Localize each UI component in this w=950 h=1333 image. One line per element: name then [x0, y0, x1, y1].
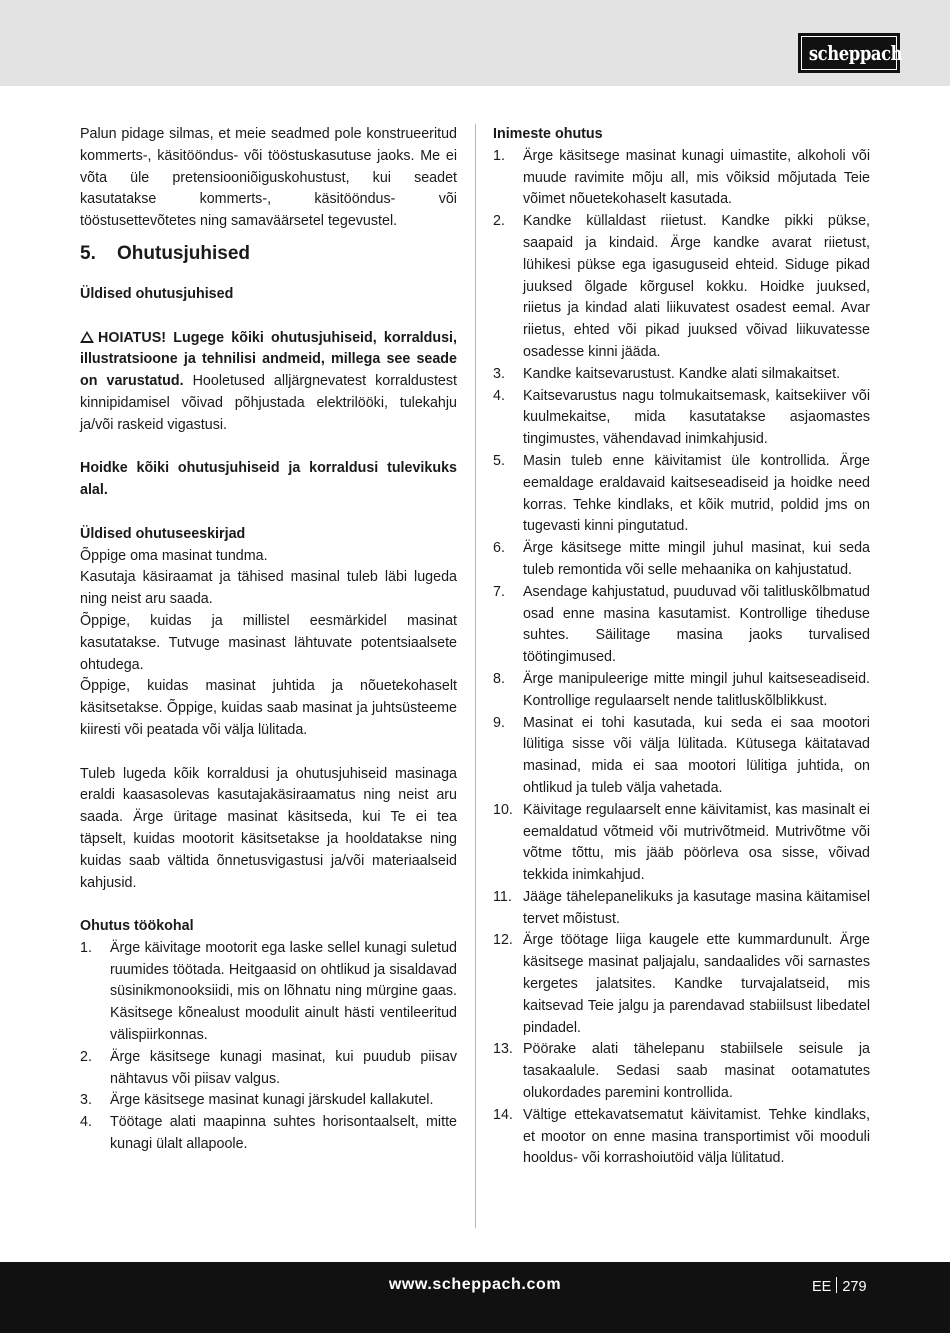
item-number: 2.: [80, 1048, 92, 1065]
item-text: Kandke kaitsevarustust. Kandke alati silmakaitset.: [523, 365, 841, 382]
item-number: 11.: [493, 888, 512, 905]
logo-text: scheppach: [808, 41, 903, 65]
item-text: Ärge töötage liiga kaugele ette kummardunult. Ärge käsitsege masinat paljajalu, sandaalides või sarnastes kergetes jalatsites. Kandke turvajalatseid, mis kaitsevad Teie jalgu ja parendavad stabiilsust libedatel pindadel.: [523, 932, 870, 1036]
item-text: Asendage kahjustatud, puuduvad või talitluskõlbmatud osad enne masina kasutamist. Kontrollige tiheduse suhtes. Säilitage masina jaoks turvalised töötingimused.: [523, 583, 870, 666]
item-text: Ärge käsitsege masinat kunagi järskudel kallakutel.: [110, 1092, 434, 1109]
list-item: [493, 386, 870, 451]
intro-paragraph: Palun pidage silmas, et meie seadmed pole konstrueeritud kommerts-, käsitööndus- või tööstuskasutuse jaoks. Me ei võta üle pretensiooniõiguskohustust, kui seadet kasutatakse kommerts-, käsitööndus- või tööstusettevõtetes ning samaväärsetel tegevustel.: [80, 126, 457, 230]
item-text: Ärge käsitsege mitte mingil juhul masinat, kui seda tuleb remontida või selle mehaanika on kahjustatud.: [523, 540, 870, 578]
right-column: [493, 124, 870, 1170]
workplace-safety-list: [80, 938, 457, 1156]
list-item: [493, 146, 870, 211]
item-number: 1.: [80, 939, 92, 956]
workplace-safety-heading: Ohutus töökohal: [80, 918, 194, 935]
item-number: 8.: [493, 670, 505, 687]
item-text: Ärge käivitage mootorit ega laske sellel kunagi suletud ruumides töötada. Heitgaasid on ohtlikud ja sisaldavad süsinikmonooksiidi, mis on lõhnatu ning mürgine gaas. Käsitsege kõnealust moodulit ainult hästi ventileeritud välispiirkonnas.: [110, 939, 457, 1044]
item-number: 14.: [493, 1106, 513, 1123]
list-item: [493, 1105, 870, 1170]
item-number: 3.: [493, 365, 505, 382]
general-safety-heading: Üldised ohutusjuhised: [80, 285, 234, 302]
item-number: 4.: [493, 387, 505, 404]
read-all-paragraph: Tuleb lugeda kõik korraldusi ja ohutusjuhiseid masinaga eraldi kaasasolevas kasutajakäsiraamatus ning neist aru saada. Ärge üritage masinat käsitseda, kui Te ei tea täpselt, kuidas mootorit käsitsetakse ja hooldatakse ning kuidas saab vältida õnnetusvigastusi ja/või materiaalseid kahjusid.: [80, 765, 457, 891]
item-number: 3.: [80, 1092, 92, 1109]
page-separator: [836, 1277, 837, 1293]
item-number: 12.: [493, 932, 513, 949]
keep-instructions-note: Hoidke kõiki ohutusjuhiseid ja korraldusi tulevikuks alal.: [80, 460, 457, 499]
column-divider: [475, 124, 476, 1228]
section-number: 5.: [80, 242, 96, 264]
item-text: Ärge käsitsege masinat kunagi uimastite, alkoholi või muude ravimite mõju all, mis võiksid mõjutada Teie võimet nõuetekohaselt kasutada.: [523, 147, 870, 208]
list-item: [493, 1039, 870, 1104]
website-link[interactable]: www.scheppach.com: [388, 1276, 562, 1293]
regs-line: Kasutaja käsiraamat ja tähised masinal tuleb läbi lugeda ning neist aru saada.: [80, 569, 457, 608]
list-item: [493, 930, 870, 1039]
item-number: 13.: [493, 1041, 513, 1058]
list-item: [80, 1047, 457, 1091]
item-number: 4.: [80, 1114, 92, 1131]
list-item: [80, 1090, 457, 1112]
list-item: [493, 451, 870, 538]
warning-bold-text: HOIATUS! Lugege kõiki ohutusjuhiseid, korraldusi, illustratsioone ja tehnilisi andmeid, millega see seade on varustatud.: [80, 329, 457, 390]
warning-triangle-icon: [80, 331, 94, 343]
people-safety-heading: Inimeste ohutus: [493, 126, 603, 142]
item-text: Pöörake alati tähelepanu stabiilsele seisule ja tasakaalule. Sedasi saab masinat ootamatutes olukordades paremini kontrollida.: [523, 1041, 870, 1102]
scheppach-logo: [798, 33, 903, 73]
list-item: [493, 800, 870, 887]
page-number: 279: [842, 1279, 867, 1295]
footer-bar: [0, 1262, 950, 1333]
warning-paragraph: [80, 328, 457, 437]
item-text: Masinat ei tohi kasutada, kui seda ei saa mootori lülitiga sisse või välja lülitada. Kütusega käitatavad masinad, mida ei saa mootori lülitiga juhtida, on ohtlikud ja tuleb välja vahetada.: [523, 714, 870, 796]
item-text: Töötage alati maapinna suhtes horisontaalselt, mitte kunagi ülalt allapoole.: [110, 1114, 457, 1153]
safety-regulations-heading: Üldised ohutuseeskirjad: [80, 525, 246, 542]
list-item: [493, 669, 870, 713]
list-item: [493, 887, 870, 931]
section-title: Ohutusjuhised: [117, 242, 250, 264]
list-item: [493, 713, 870, 800]
regs-line: Õppige, kuidas ja millistel eesmärkidel masinat kasutatakse. Tutvuge masinast lähtuvate potentsiaalsete ohtudega.: [80, 612, 457, 673]
page-indicator: [812, 1277, 867, 1295]
item-text: Masin tuleb enne käivitamist üle kontrollida. Ärge eemaldage eraldavaid kaitseseadiseid ja hoidke need korras. Tehke kindlaks, et kõik mutrid, poldid jms on tugevasti kinni pingutatud.: [523, 452, 870, 535]
list-item: [493, 211, 870, 364]
item-number: 5.: [493, 452, 505, 469]
item-text: Ärge manipuleerige mitte mingil juhul kaitseseadiseid. Kontrollige regulaarselt nende talitluskõlblikkust.: [523, 670, 870, 709]
item-number: 2.: [493, 213, 505, 230]
list-item: [493, 538, 870, 582]
warning-text: Hooletused alljärgnevatest korraldustest kinnipidamisel võivad põhjustada elektrilööki, tulekahju ja/või raskeid vigastusi.: [80, 373, 457, 433]
language-code: EE: [812, 1279, 832, 1295]
list-item: [493, 582, 870, 669]
item-text: Kaitsevarustus nagu tolmukaitsemask, kaitsekiiver või kuulmekaitse, mida kasutatakse asjaomastes tingimustes, vähendavad inimkahjusid.: [523, 387, 870, 448]
list-item: [80, 938, 457, 1047]
item-number: 10.: [493, 801, 513, 818]
section-heading: [80, 243, 457, 265]
regs-line: Õppige, kuidas masinat juhtida ja nõuetekohaselt käsitsetakse. Õppige, kuidas saab masinat ja juhtsüsteeme kiiresti või peatada või välja lülitada.: [80, 678, 457, 738]
item-text: Jääge tähelepanelikuks ja kasutage masina käitamisel tervet mõistust.: [523, 888, 870, 927]
left-column: [80, 124, 457, 1156]
item-number: 1.: [493, 147, 505, 164]
item-text: Käivitage regulaarselt enne käivitamist, kas masinalt ei eemaldatud võtmeid või mutrivõtmeid. Mutrivõtme või võtme tõttu, mis jääb pöörleva osa sisse, võivad tekkida inimkahjud.: [523, 801, 870, 884]
item-number: 9.: [493, 714, 505, 731]
list-item: [493, 364, 870, 386]
item-text: Vältige ettekavatsematut käivitamist. Tehke kindlaks, et mootor on enne masina transportimist või mooduli hooldus- või korrashoiutöid välja lülitatud.: [523, 1106, 870, 1167]
item-text: Kandke küllaldast riietust. Kandke pikki pükse, saapaid ja kindaid. Ärge kandke avarat riietust, lühikesi pükse ega igasuguseid ehteid. Siduge pikad juuksed õlgade kõrgusel kokku. Hoidke juuksed, riietus ja kindad alati liikuvatest osadest eemal. Avar riietus, ehted või pikad juuksed võivad liikuvatesse osadesse kinni jääda.: [523, 213, 870, 360]
item-number: 7.: [493, 583, 505, 600]
item-number: 6.: [493, 540, 505, 557]
people-safety-list: [493, 146, 870, 1170]
item-text: Ärge käsitsege kunagi masinat, kui puudub piisav nähtavus või piisav valgus.: [110, 1048, 457, 1087]
list-item: [80, 1112, 457, 1156]
regs-line: Õppige oma masinat tundma.: [80, 547, 268, 564]
